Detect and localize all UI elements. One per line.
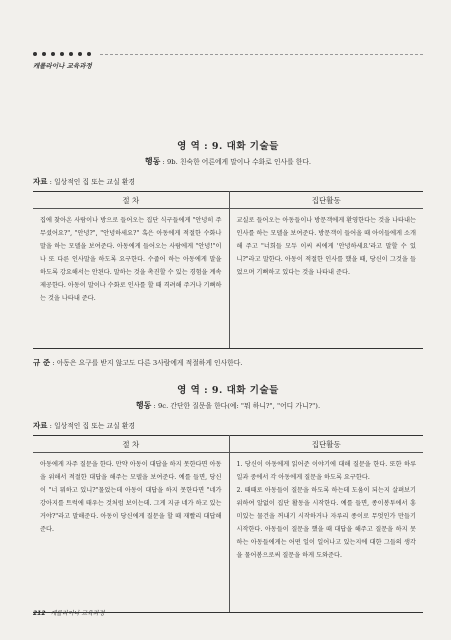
criterion-label: 규 준 — [33, 358, 51, 367]
procedure-text: 집에 찾아온 사람이나 방으로 들어오는 집단 식구들에게 "안녕히 주무셨어요?", "안녕?", "안녕하세요?" 혹은 아동에게 적절한 수화나 말을 하는 모델을 보여준다. 아동에게 들어오는 사람에게 "안녕!"이나 또 다른 인사말을 하도록 요구한다. 수줍어 하는 아동에게 말을 하도록 강요해서는 안된다. 말하는 것을 촉진할 수 있는 경험을 계속 제공한다. 아동이 말이나 수화로 인사를 할 때 격려해 주거나 기뻐하는 것을 나타내 준다. — [33, 209, 229, 349]
goal-label: 행동 — [135, 400, 152, 410]
materials-label: 자료 — [33, 177, 48, 186]
materials-label: 자료 — [33, 421, 48, 430]
group-activity-item-1: 1. 당신이 아동에게 읽어준 이야기에 대해 질문을 한다. 또한 하루 일과 중에서 각 아동에게 질문을 하도록 요구한다. — [236, 461, 416, 481]
section-9c — [33, 382, 423, 613]
group-activity-item-2: 2. 때때로 아동들이 질문을 하도록 하는데 도움이 되는지 살펴보기 위하여 알없이 집단 활동을 시작한다. 예를 들면, 종이봉투에서 흥미있는 물건을 꺼내기 시작하거나 자루리 종이로 무엇인가 만들기 시작한다. 아동들이 질문을 했을 때 대답을 해주고 질문을 하지 못하는 아동들에게는 어떤 일이 일어나고 있는지에 대한 그들의 생각을 물어봄으로써 질문을 하게 도와준다. — [236, 487, 416, 559]
page-footer — [33, 608, 105, 617]
section-9b — [33, 138, 423, 368]
procedure-table — [33, 435, 423, 613]
materials-text: : 일상적인 집 또는 교실 환경 — [47, 422, 135, 430]
group-activity-cell — [229, 453, 423, 613]
materials-text: : 일상적인 집 또는 교실 환경 — [47, 178, 135, 186]
table-row — [33, 209, 423, 349]
bullet-dot-icon — [33, 52, 37, 56]
materials — [33, 176, 423, 187]
header-rule — [100, 54, 423, 55]
page-header — [33, 50, 423, 70]
procedure-text: 아동에게 자주 질문을 한다. 만약 아동이 대답을 하지 못한다면 아동을 위해서 적절한 대답을 해주는 모델을 보여준다. 예를 들면, 당신이 "너 뭐하고 있니?"물었는데 아동이 대답을 하지 못한다면 "네가 강아지를 트럭에 태우는 것처럼 보이는데. 그게 지금 네가 하고 있는거야?"라고 말해준다. 아동이 당신에게 질문을 할 때 재빨리 대답해 준다. — [33, 453, 229, 613]
bullet-dot-icon — [42, 52, 46, 56]
procedure-table — [33, 191, 423, 349]
bullet-dot-icon — [69, 52, 73, 56]
bullet-dot-icon — [60, 52, 64, 56]
bullet-dot-icon — [87, 52, 91, 56]
group-activity-header: 집단활동 — [229, 436, 423, 453]
page-number: 212 — [33, 610, 46, 617]
bullet-dot-icon — [78, 52, 82, 56]
materials — [33, 420, 423, 431]
behavior-goal — [33, 400, 423, 411]
table-header-row — [33, 436, 423, 453]
criterion-text: : 아동은 요구를 받지 않고도 다른 3사람에게 적절하게 인사한다. — [50, 359, 243, 367]
section-title: 영 역 : 9. 대화 기술들 — [177, 141, 279, 152]
goal-text: : 9c. 간단한 질문을 한다(예: "뭐 하니?", "어디 가니?"). — [151, 402, 321, 410]
header-dots — [33, 50, 423, 58]
section-title: 영 역 : 9. 대화 기술들 — [177, 385, 279, 396]
procedure-header: 절 차 — [33, 436, 229, 453]
goal-text: : 9b. 친숙한 어른에게 말이나 수화로 인사를 한다. — [160, 158, 312, 166]
goal-label: 행동 — [144, 156, 161, 166]
criterion — [33, 357, 423, 368]
running-head: 캐롤라이나 교육과정 — [33, 62, 92, 70]
table-header-row — [33, 192, 423, 209]
group-activity-header: 집단활동 — [229, 192, 423, 209]
behavior-goal — [33, 156, 423, 167]
group-activity-text: 교실로 들어오는 아동들이나 방문객에게 환영한다는 것을 나타내는 인사를 하는 모델을 보여준다. 방문객이 들어올 때 아이들에게 소개해 주고 "너희들 모두 이씨 씨에게 '안녕하세요'라고 말할 수 있니?"라고 말한다. 아동이 적절한 인사를 했을 때, 당신이 그것을 들었으며 기뻐하고 있다는 것을 나타내 준다. — [229, 209, 423, 349]
footer-title: 캐롤라이나 교육과정 — [50, 610, 105, 617]
procedure-header: 절 차 — [33, 192, 229, 209]
bullet-dot-icon — [51, 52, 55, 56]
table-row — [33, 453, 423, 613]
